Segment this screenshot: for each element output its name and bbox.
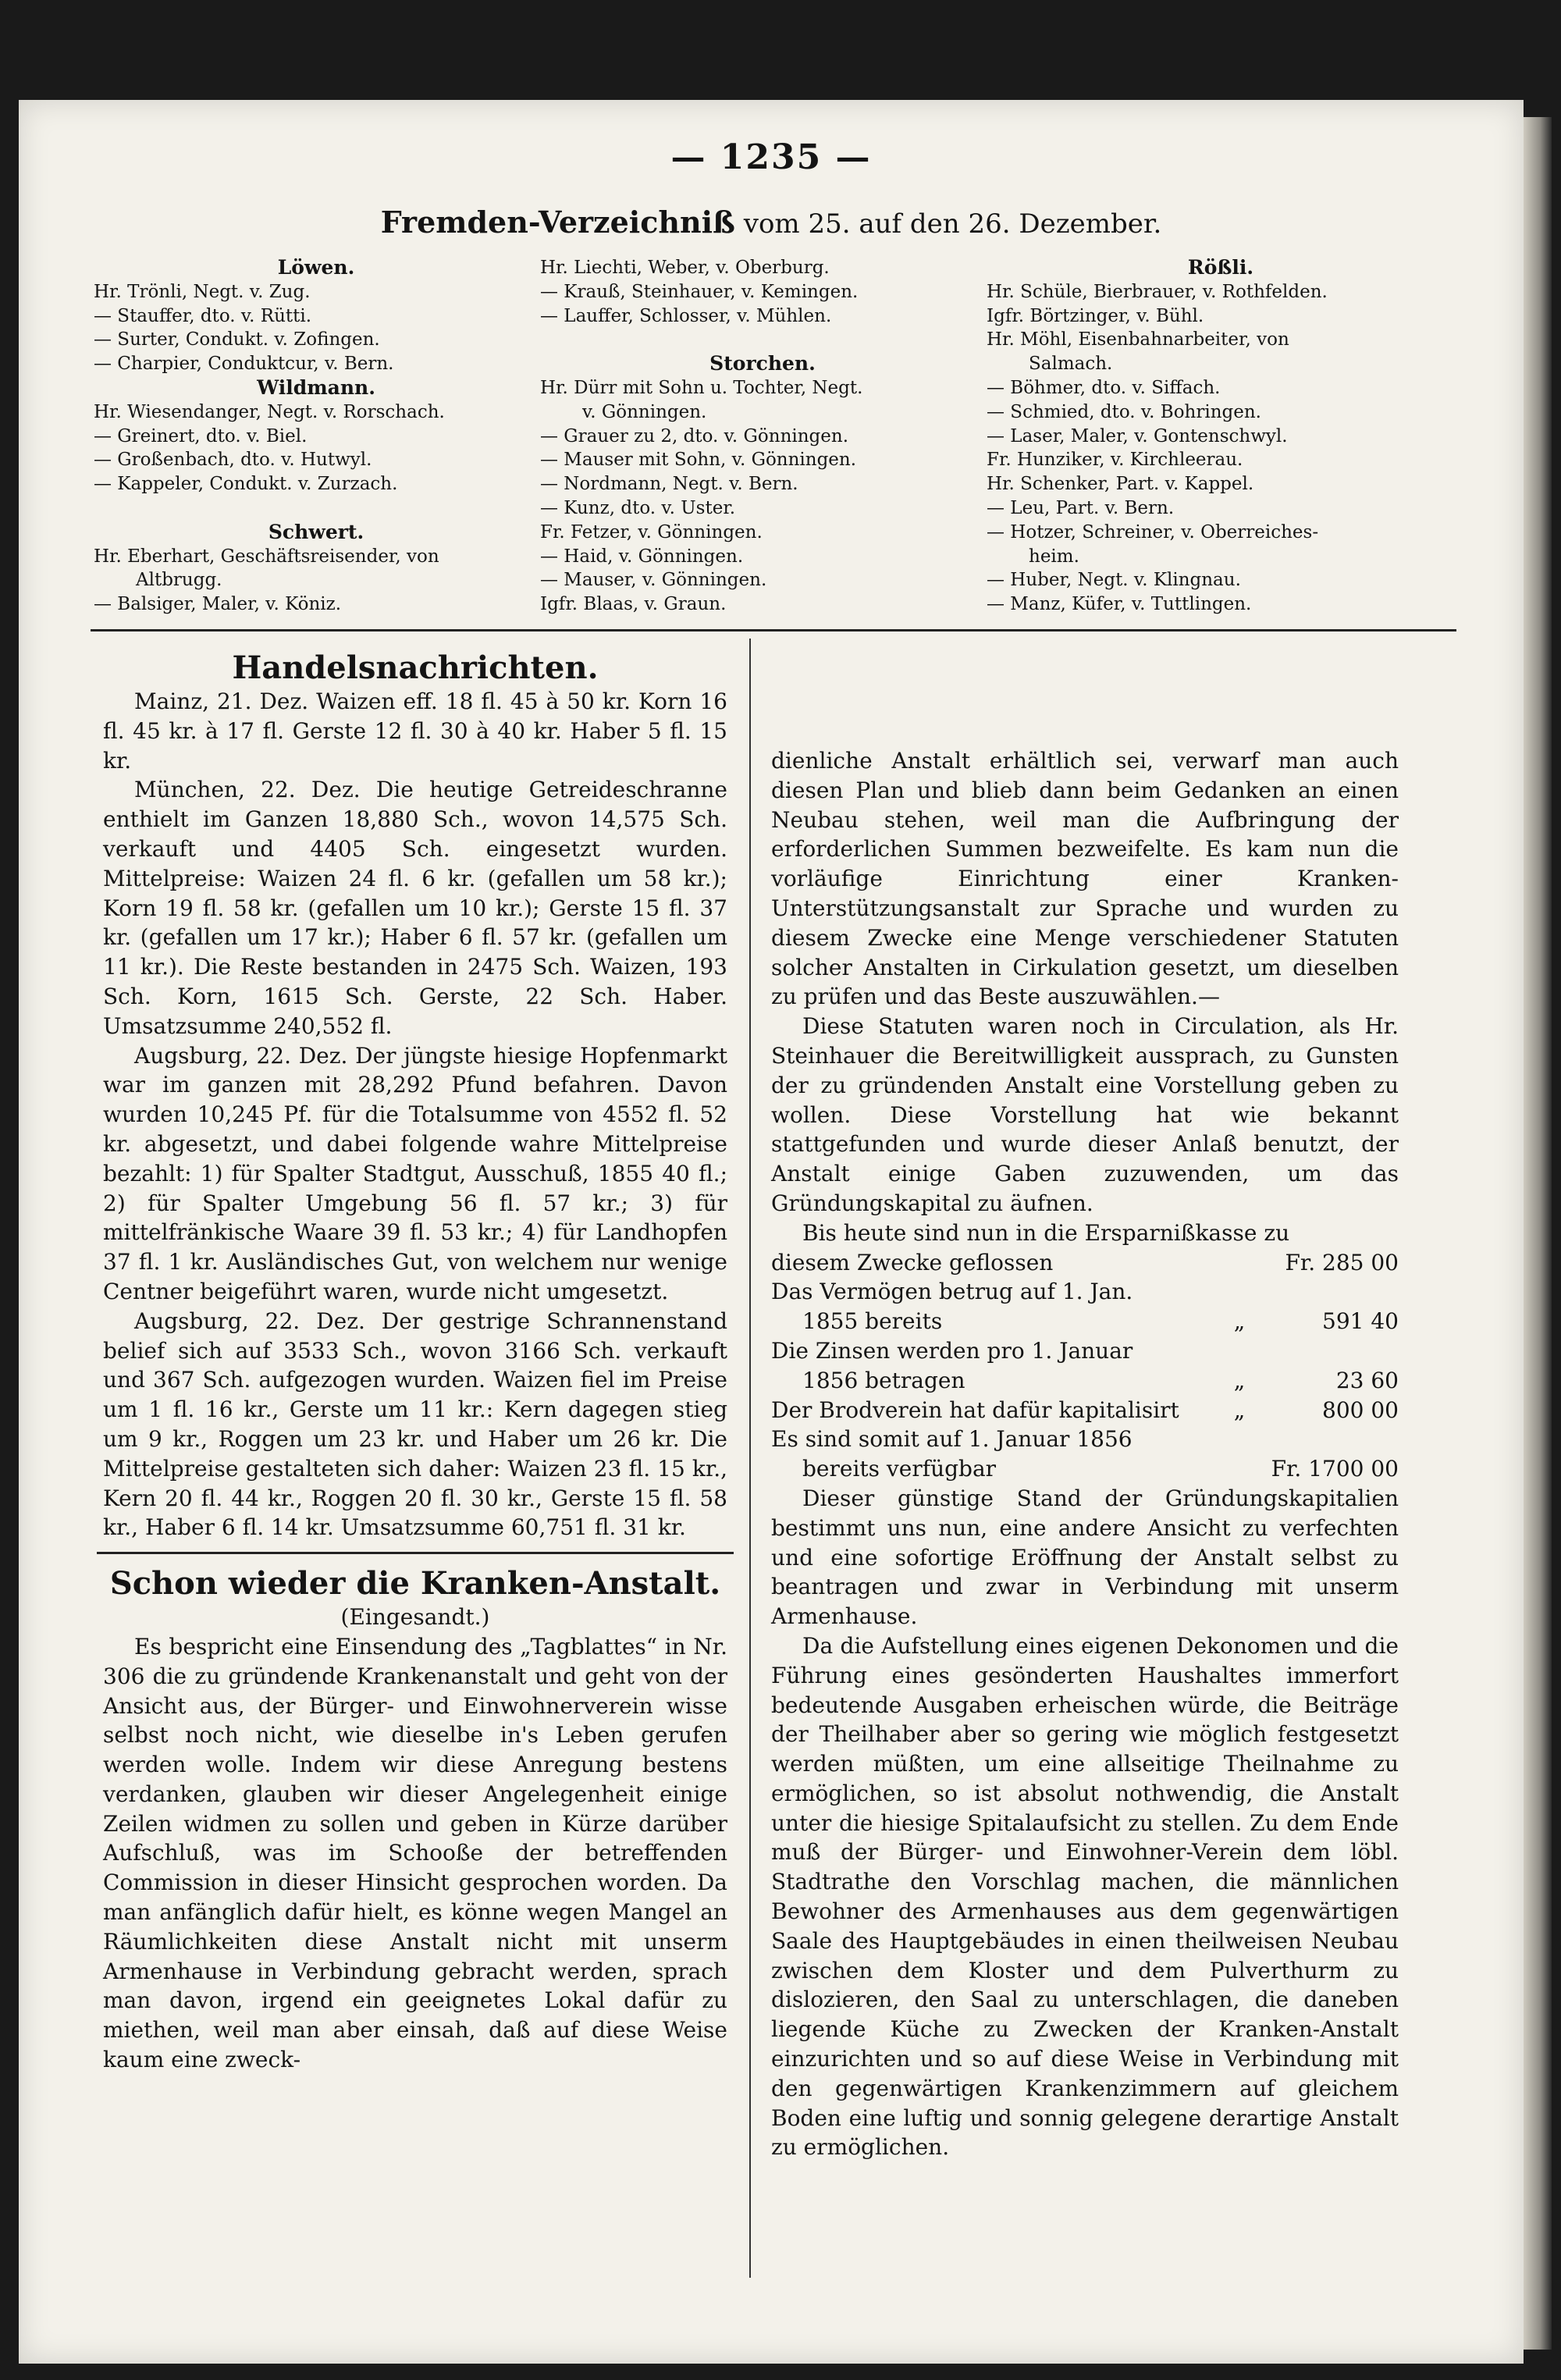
ledger-amount: Fr. 1700 00 (1271, 1456, 1399, 1482)
visitor-entry: — Manz, Küfer, v. Tuttlingen. (987, 594, 1252, 615)
visitor-entry: Hr. Wiesendanger, Negt. v. Rorschach. (94, 401, 445, 422)
ledger-table (771, 1248, 1399, 1484)
visitor-list-column-1 (94, 256, 539, 617)
visitor-list-column-3 (987, 256, 1455, 617)
ledger-ditto (1221, 1425, 1258, 1454)
visitor-list-column-2 (540, 256, 985, 617)
hospital-subheading: (Eingesandt.) (340, 1604, 490, 1631)
visitor-entry: — Surter, Condukt. v. Zofingen. (94, 329, 380, 350)
visitor-entry: — Greinert, dto. v. Biel. (94, 425, 308, 446)
left-column (103, 649, 727, 2075)
ledger-ditto (1221, 1454, 1258, 1484)
ledger-ditto (1221, 1277, 1258, 1307)
hospital-after-paragraphs (771, 1484, 1399, 2162)
visitor-entry: — Charpier, Conduktcur, v. Bern. (94, 354, 394, 375)
ledger-row (771, 1425, 1399, 1454)
hotel-name: Rößli. (1187, 256, 1254, 279)
visitor-entry: Fr. Hunziker, v. Kirchleerau. (987, 450, 1243, 471)
visitor-entry: — Lauffer, Schlosser, v. Mühlen. (540, 305, 832, 326)
visitor-entry: — Hotzer, Schreiner, v. Oberreiches- (987, 521, 1319, 543)
visitor-entry-continued: Altbrugg. (136, 570, 222, 591)
visitor-entry: Hr. Eberhart, Geschäftsreisender, von (94, 546, 439, 567)
ledger-label: 1856 betragen (802, 1367, 965, 1393)
visitor-list-title (19, 205, 1524, 240)
ledger-intro: Bis heute sind nun in die Ersparnißkasse zu (802, 1219, 1290, 1246)
visitor-entry: — Huber, Negt. v. Klingnau. (987, 570, 1241, 591)
trade-report: Augsburg, 22. Dez. Der gestrige Schrannenstand belief sich auf 3533 Sch., wovon 3166 Sch. verkauft und 367 Sch. aufgezogen wurden. Waizen fiel im Preise um 1 fl. 16 kr., Gerste um 11 kr.: Kern dagegen stieg um 9 kr., Roggen um 23 kr. und Haber um 26 kr. Die Mittelpreise gestalteten sich daher: Waizen 23 fl. 15 kr., Kern 20 fl. 44 kr., Roggen 20 fl. 30 kr., Gerste 15 fl. 58 kr., Haber 6 fl. 14 kr. Umsatzsumme 60,751 fl. 31 kr. (103, 1307, 727, 1541)
visitor-entry: — Leu, Part. v. Bern. (987, 497, 1175, 518)
hospital-heading: Schon wieder die Kranken-Anstalt. (109, 1565, 721, 1603)
visitor-list-title-date: vom 25. auf den 26. Dezember. (743, 208, 1162, 240)
visitor-entry: — Haid, v. Gönningen. (540, 546, 744, 567)
visitor-list-title-bold: Fremden-Verzeichniß (380, 205, 735, 240)
visitor-entry: Hr. Schenker, Part. v. Kappel. (987, 474, 1254, 495)
ledger-amount (1258, 1336, 1399, 1366)
ledger-ditto: „ (1233, 1396, 1246, 1423)
divider-rule (91, 629, 1456, 631)
ledger-amount: Fr. 285 00 (1285, 1249, 1399, 1275)
page-edge (1524, 117, 1552, 2350)
ledger-label: 1855 bereits (802, 1308, 943, 1335)
visitor-entry: — Schmied, dto. v. Bohringen. (987, 401, 1261, 422)
ledger-label: Die Zinsen werden pro 1. Januar (771, 1337, 1133, 1364)
visitor-entry: — Krauß, Steinhauer, v. Kemingen. (540, 281, 859, 302)
visitor-entry: — Mauser mit Sohn, v. Gönningen. (540, 450, 857, 471)
ledger-ditto: „ (1233, 1308, 1246, 1335)
ledger-ditto: „ (1233, 1367, 1246, 1393)
ledger-label: bereits verfügbar (802, 1456, 997, 1482)
hospital-paragraph: Da die Aufstellung eines eigenen Dekonomen und die Führung eines gesönderten Haushaltes immerfort bedeutende Ausgaben erheischen würde, die Beiträge der Theilhaber aber so gering wie möglich festgesetzt werden müßten, um eine allseitige Theilnahme zu ermöglichen, so ist absolut nothwendig, die Anstalt unter die hiesige Spitalaufsicht zu stellen. Zu dem Ende muß der Bürger- und Einwohner-Verein dem löbl. Stadtrathe den Vorschlag machen, die männlichen Bewohner des Armenhauses aus dem gegenwärtigen Saale des Hauptgebäudes in einen theilweisen Neubau zwischen dem Kloster und dem Pulverthurm zu dislozieren, den Saal zu unterschlagen, die daneben liegende Küche zu Zwecken der Kranken-Anstalt einzurichten und so auf diese Weise in Verbindung mit den gegenwärtigen Krankenzimmern auf gleichem Boden eine luftig und sonnig gelegene derartige Anstalt zu ermöglichen. (771, 1632, 1399, 2161)
trade-report: München, 22. Dez. Die heutige Getreideschranne enthielt im Ganzen 18,880 Sch., wovon 14,575 Sch. verkauft und 4405 Sch. eingesetzt wurden. Mittelpreise: Waizen 24 fl. 6 kr. (gefallen um 58 kr.); Korn 19 fl. 58 kr. (gefallen um 10 kr.); Gerste 15 fl. 37 kr. (gefallen um 17 kr.); Haber 6 fl. 57 kr. (gefallen um 11 kr.). Die Reste bestanden in 2475 Sch. Waizen, 193 Sch. Korn, 1615 Sch. Gerste, 22 Sch. Haber. Umsatzsumme 240,552 fl. (103, 777, 727, 1039)
visitor-entry: Hr. Trönli, Negt. v. Zug. (94, 281, 311, 302)
trade-report: Augsburg, 22. Dez. Der jüngste hiesige Hopfenmarkt war im ganzen mit 28,292 Pfund befahren. Davon wurden 10,245 Pf. für die Totalsumme von 4552 fl. 52 kr. abgesetzt, und dabei folgende wahre Mittelpreise bezahlt: 1) für Spalter Stadtgut, Ausschuß, 1855 40 fl.; 2) für Spalter Umgebung 56 fl. 57 kr.; 3) für mittelfränkische Waare 39 fl. 53 kr.; 4) für Landhopfen 37 fl. 1 kr. Ausländisches Gut, von welchem nur wenige Centner beigeführt waren, wurde nicht umgesetzt. (103, 1042, 727, 1304)
ledger-row (771, 1396, 1399, 1425)
visitor-entry: — Kunz, dto. v. Uster. (540, 497, 736, 518)
hospital-paragraph: dienliche Anstalt erhältlich sei, verwarf man auch diesen Plan und blieb dann beim Gedanken an einen Neubau stehen, weil man die Aufbringung der erforderlichen Summen bezweifelte. Es kam nun die vorläufige Einrichtung einer Kranken-Unterstützungsanstalt zur Sprache und wurden zu diesem Zwecke eine Menge verschiedener Statuten solcher Anstalten in Cirkulation gesetzt, um dieselben zu prüfen und das Beste auszuwählen.— (771, 748, 1399, 1010)
ledger-amount: 23 60 (1335, 1367, 1399, 1393)
hotel-name: Schwert. (268, 520, 364, 543)
ledger-label: Das Vermögen betrug auf 1. Jan. (771, 1279, 1133, 1305)
visitor-entry: Hr. Dürr mit Sohn u. Tochter, Negt. (540, 377, 863, 398)
visitor-entry: — Kappeler, Condukt. v. Zurzach. (94, 474, 398, 495)
spacer (94, 496, 539, 521)
hospital-paragraph: Diese Statuten waren noch in Circulation, als Hr. Steinhauer die Bereitwilligkeit aussprach, zu Gunsten der zu gründenden Anstalt eine Vorstellung geben zu wollen. Diese Vorstellung hat wie bekannt stattgefunden und wurde dieser Anlaß benutzt, der Anstalt einige Gaben zuzuwenden, um das Gründungskapital zu äufnen. (771, 1013, 1399, 1216)
newspaper-page (19, 100, 1524, 2364)
ledger-label: Der Brodverein hat dafür kapitalisirt (771, 1396, 1179, 1423)
ledger-row (771, 1307, 1399, 1336)
ledger-amount (1258, 1425, 1399, 1454)
trade-report: Mainz, 21. Dez. Waizen eff. 18 fl. 45 à 50 kr. Korn 16 fl. 45 kr. à 17 fl. Gerste 12 fl. 30 à 40 kr. Haber 5 fl. 15 kr. (103, 688, 727, 774)
visitor-entry: — Laser, Maler, v. Gontenschwyl. (987, 425, 1288, 446)
ledger-label: diesem Zwecke geflossen (771, 1249, 1054, 1275)
hospital-paragraph: Dieser günstige Stand der Gründungskapitalien bestimmt uns nun, eine andere Ansicht zu verfechten und eine sofortige Eröffnung der Anstalt selbst zu beantragen und zwar in Verbindung mit unserm Armenhause. (771, 1485, 1399, 1630)
ledger-row (771, 1454, 1399, 1484)
ledger-amount: 591 40 (1322, 1308, 1399, 1335)
visitor-entry: Hr. Möhl, Eisenbahnarbeiter, von (987, 329, 1289, 350)
visitor-entry: — Grauer zu 2, dto. v. Gönningen. (540, 425, 849, 446)
ledger-ditto (1221, 1248, 1258, 1278)
hotel-name: Storchen. (709, 352, 816, 375)
ledger-amount (1258, 1277, 1399, 1307)
column-divider (749, 639, 751, 2278)
hospital-left-paragraph: Es bespricht eine Einsendung des „Tagblattes“ in Nr. 306 die zu gründende Krankenanstalt und geht von der Ansicht aus, der Bürger- und Einwohnerverein wisse selbst noch nicht, wie dieselbe in's Leben gerufen werden wolle. Indem wir diese Anregung bestens verdanken, glauben wir dieser Angelegenheit einige Zeilen widmen zu sollen und geben in Kürze darüber Aufschluß, was im Schooße der betreffenden Commission in dieser Hinsicht gesprochen worden. Da man anfänglich dafür hielt, es könne wegen Mangel an Räumlichkeiten diese Anstalt nicht mit unserm Armenhause in Verbindung gebracht werden, sprach man davon, irgend ein geeignetes Lokal dafür zu miethen, weil man aber einsah, daß auf diese Weise kaum eine zweck- (103, 1633, 727, 2073)
right-column (771, 746, 1399, 2162)
spacer (540, 328, 985, 352)
visitor-entry: Hr. Liechti, Weber, v. Oberburg. (540, 258, 830, 278)
visitor-entry: — Balsiger, Maler, v. Köniz. (94, 594, 342, 615)
visitor-entry: — Großenbach, dto. v. Hutwyl. (94, 450, 372, 471)
trade-heading: Handelsnachrichten. (232, 649, 599, 686)
visitor-entry: Hr. Schüle, Bierbrauer, v. Rothfelden. (987, 281, 1328, 302)
visitor-entry-continued: v. Gönningen. (582, 401, 707, 422)
visitor-entry: Fr. Fetzer, v. Gönningen. (540, 521, 763, 543)
visitor-entry: — Stauffer, dto. v. Rütti. (94, 305, 312, 326)
ledger-label: Es sind somit auf 1. Januar 1856 (771, 1426, 1133, 1453)
visitor-entry-continued: Salmach. (1029, 354, 1113, 375)
ledger-row (771, 1336, 1399, 1366)
ledger-row (771, 1277, 1399, 1307)
visitor-entry: — Mauser, v. Gönningen. (540, 570, 767, 591)
hospital-right-paragraphs (771, 746, 1399, 1218)
visitor-entry: — Böhmer, dto. v. Siffach. (987, 377, 1221, 398)
visitor-entry: Igfr. Blaas, v. Graun. (540, 594, 727, 615)
trade-news (103, 687, 727, 1542)
ledger-row (771, 1248, 1399, 1278)
section-rule (97, 1552, 734, 1554)
visitor-entry: — Nordmann, Negt. v. Bern. (540, 474, 798, 495)
visitor-entry: Igfr. Börtzinger, v. Bühl. (987, 305, 1204, 326)
hotel-name: Wildmann. (257, 375, 375, 399)
page-number: — 1235 — (670, 137, 872, 177)
ledger-row (771, 1366, 1399, 1396)
ledger-amount: 800 00 (1322, 1396, 1399, 1423)
visitor-entry-continued: heim. (1029, 546, 1079, 567)
ledger-ditto (1221, 1336, 1258, 1366)
hotel-name: Löwen. (277, 256, 355, 279)
